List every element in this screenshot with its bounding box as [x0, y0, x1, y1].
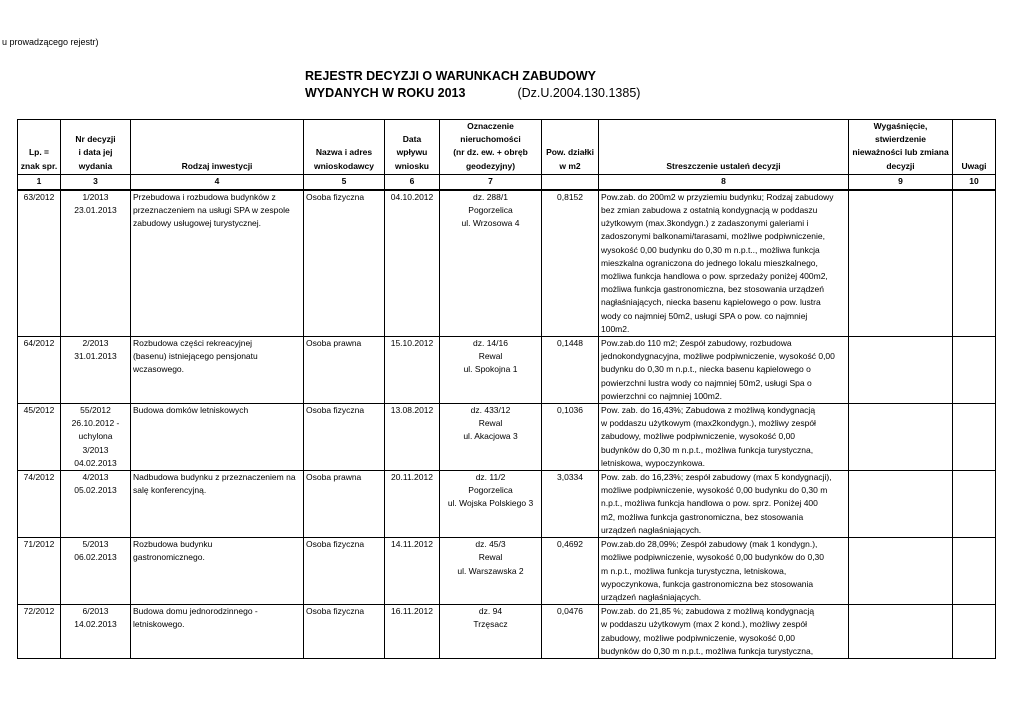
cell-uwagi [953, 337, 996, 404]
cell-rodzaj-inwestycji: Przebudowa i rozbudowa budynków z przeznaczeniem na usługi SPA w zespole zabudowy usługowej turystycznej. [131, 190, 304, 337]
cell-data-wplywu: 13.08.2012 [385, 404, 440, 471]
header-nr-decyzji: Nr decyzji i data jej wydania [61, 120, 131, 175]
title-line-1: REJESTR DECYZJI O WARUNKACH ZABUDOWY [305, 69, 596, 83]
title-reference: (Dz.U.2004.130.1385) [517, 86, 641, 100]
cell-wnioskodawca: Osoba fizyczna [304, 190, 385, 337]
cell-lp: 71/2012 [18, 538, 61, 605]
top-note: u prowadzącego rejestr) [2, 37, 99, 47]
cell-uwagi [953, 190, 996, 337]
header-row [18, 120, 996, 175]
cell-wnioskodawca: Osoba prawna [304, 337, 385, 404]
cell-oznaczenie: dz. 45/3 Rewal ul. Warszawska 2 [440, 538, 542, 605]
cell-wnioskodawca: Osoba fizyczna [304, 404, 385, 471]
cell-pow-dzialki: 3,0334 [542, 471, 599, 538]
cell-streszczenie: Pow.zab.do 28,09%; Zespół zabudowy (mak 1 kondygn.), możliwe podpiwniczenie, wysokość 0,00 budynków do 0,30 m n.p.t., możliwa funkcja turystyczna, letniskowa, wypoczynkowa, funkcja gastronomiczna bez stosowania urządzeń nagłaśniających. [599, 538, 849, 605]
table-row [18, 404, 996, 471]
header-lp: Lp. = znak spr. [18, 120, 61, 175]
cell-rodzaj-inwestycji: Rozbudowa części rekreacyjnej (basenu) istniejącego pensjonatu wczasowego. [131, 337, 304, 404]
column-numbers-row [18, 174, 996, 190]
column-number: 8 [599, 174, 849, 190]
cell-streszczenie: Pow.zab.do 110 m2; Zespół zabudowy, rozbudowa jednokondygnacyjna, możliwe podpiwniczenie, wysokość 0,00 budynku do 0,30 m n.p.t., niecka basenu kąpielowego o powierzchni lustra wody co najmniej 50m2, usługi Spa o powierzchni co najmniej 100m2. [599, 337, 849, 404]
cell-lp: 45/2012 [18, 404, 61, 471]
cell-oznaczenie: dz. 14/16 Rewal ul. Spokojna 1 [440, 337, 542, 404]
cell-uwagi [953, 605, 996, 659]
cell-wygasniecie [849, 404, 953, 471]
cell-streszczenie: Pow.zab. do 21,85 %; zabudowa z możliwą kondygnacją w poddaszu użytkowym (max 2 kond.), możliwy zespół zabudowy, możliwe podpiwniczenie, wysokość 0,00 budynków do 0,30 m n.p.t., możliwa funkcja turystyczna, [599, 605, 849, 659]
cell-wygasniecie [849, 605, 953, 659]
cell-rodzaj-inwestycji: Nadbudowa budynku z przeznaczeniem na salę konferencyjną. [131, 471, 304, 538]
column-number: 3 [61, 174, 131, 190]
cell-data-wplywu: 20.11.2012 [385, 471, 440, 538]
cell-streszczenie: Pow.zab. do 200m2 w przyziemiu budynku; Rodzaj zabudowy bez zmian zabudowa z ostatnią kondygnacją w poddaszu użytkowym (max.3kondygn.) z zadaszonymi galeriami i zadoszonymi balkonami/tarasami, możliwe podpiwniczenie, wysokość 0,00 budynku do 0,30 m n.p.t.., możliwa funkcja mieszkalna ograniczona do jednego lokalu mieszkalnego, możliwa funkcja handlowa o pow. sprzedaży poniżej 400m2, możliwa funkcja gastronomiczna, bez stosowania urządzeń nagłaśniających, niecka basenu kąpielowego o pow. lustra wody co najmniej 50m2, usługi SPA o pow. co najmniej 100m2. [599, 190, 849, 337]
column-number: 7 [440, 174, 542, 190]
title-line-2: WYDANYCH W ROKU 2013 [305, 86, 466, 100]
cell-pow-dzialki: 0,1448 [542, 337, 599, 404]
cell-wnioskodawca: Osoba fizyczna [304, 538, 385, 605]
cell-pow-dzialki: 0,0476 [542, 605, 599, 659]
table-row [18, 337, 996, 404]
cell-rodzaj-inwestycji: Rozbudowa budynku gastronomicznego. [131, 538, 304, 605]
cell-lp: 63/2012 [18, 190, 61, 337]
cell-nr-decyzji: 5/2013 06.02.2013 [61, 538, 131, 605]
table-row [18, 605, 996, 659]
cell-rodzaj-inwestycji: Budowa domu jednorodzinnego - letniskowego. [131, 605, 304, 659]
cell-oznaczenie: dz. 433/12 Rewal ul. Akacjowa 3 [440, 404, 542, 471]
cell-wygasniecie [849, 190, 953, 337]
cell-uwagi [953, 538, 996, 605]
cell-nr-decyzji: 2/2013 31.01.2013 [61, 337, 131, 404]
cell-oznaczenie: dz. 288/1 Pogorzelica ul. Wrzosowa 4 [440, 190, 542, 337]
header-oznaczenie: Oznaczenie nieruchomości (nr dz. ew. + obręb geodezyjny) [440, 120, 542, 175]
cell-data-wplywu: 04.10.2012 [385, 190, 440, 337]
column-number: 4 [131, 174, 304, 190]
document-title [305, 68, 640, 102]
cell-pow-dzialki: 0,8152 [542, 190, 599, 337]
table-row [18, 538, 996, 605]
cell-uwagi [953, 404, 996, 471]
cell-pow-dzialki: 0,4692 [542, 538, 599, 605]
column-number: 9 [849, 174, 953, 190]
cell-uwagi [953, 471, 996, 538]
column-number: 5 [304, 174, 385, 190]
cell-lp: 72/2012 [18, 605, 61, 659]
cell-rodzaj-inwestycji: Budowa domków letniskowych [131, 404, 304, 471]
cell-wygasniecie [849, 337, 953, 404]
cell-streszczenie: Pow. zab. do 16,43%; Zabudowa z możliwą kondygnacją w poddaszu użytkowym (max2kondygn.), możliwy zespół zabudowy, możliwe podpiwniczenie, wysokość 0,00 budynków do 0,30 m n.p.t., możliwa funkcja turystyczna, letniskowa, wypoczynkowa. [599, 404, 849, 471]
column-number [542, 174, 599, 190]
cell-streszczenie: Pow. zab. do 16,23%; zespół zabudowy (max 5 kondygnacji), możliwe podpiwniczenie, wysokość 0,00 budynku do 0,30 m n.p.t., możliwa funkcja handlowa o pow. sprz. Poniżej 400 m2, możliwa funkcja gastronomiczna, bez stosowania urządzeń nagłaśniających. [599, 471, 849, 538]
table-row [18, 190, 996, 337]
column-number: 6 [385, 174, 440, 190]
cell-data-wplywu: 16.11.2012 [385, 605, 440, 659]
cell-nr-decyzji: 6/2013 14.02.2013 [61, 605, 131, 659]
cell-pow-dzialki: 0,1036 [542, 404, 599, 471]
header-streszczenie: Streszczenie ustaleń decyzji [599, 120, 849, 175]
header-uwagi: Uwagi [953, 120, 996, 175]
header-data-wplywu: Data wpływu wniosku [385, 120, 440, 175]
cell-nr-decyzji: 55/2012 26.10.2012 - uchylona 3/2013 04.02.2013 [61, 404, 131, 471]
cell-lp: 64/2012 [18, 337, 61, 404]
cell-wygasniecie [849, 471, 953, 538]
cell-wygasniecie [849, 538, 953, 605]
cell-wnioskodawca: Osoba fizyczna [304, 605, 385, 659]
cell-data-wplywu: 14.11.2012 [385, 538, 440, 605]
register-table [17, 119, 996, 659]
cell-nr-decyzji: 1/2013 23.01.2013 [61, 190, 131, 337]
cell-oznaczenie: dz. 11/2 Pogorzelica ul. Wojska Polskiego 3 [440, 471, 542, 538]
header-wnioskodawca: Nazwa i adres wnioskodawcy [304, 120, 385, 175]
column-number: 1 [18, 174, 61, 190]
header-wygasniecie: Wygaśnięcie, stwierdzenie nieważności lub zmiana decyzji [849, 120, 953, 175]
header-rodzaj-inwestycji: Rodzaj inwestycji [131, 120, 304, 175]
cell-wnioskodawca: Osoba prawna [304, 471, 385, 538]
cell-nr-decyzji: 4/2013 05.02.2013 [61, 471, 131, 538]
column-number: 10 [953, 174, 996, 190]
cell-lp: 74/2012 [18, 471, 61, 538]
cell-data-wplywu: 15.10.2012 [385, 337, 440, 404]
header-pow-dzialki: Pow. działki w m2 [542, 120, 599, 175]
cell-oznaczenie: dz. 94 Trzęsacz [440, 605, 542, 659]
table-row [18, 471, 996, 538]
